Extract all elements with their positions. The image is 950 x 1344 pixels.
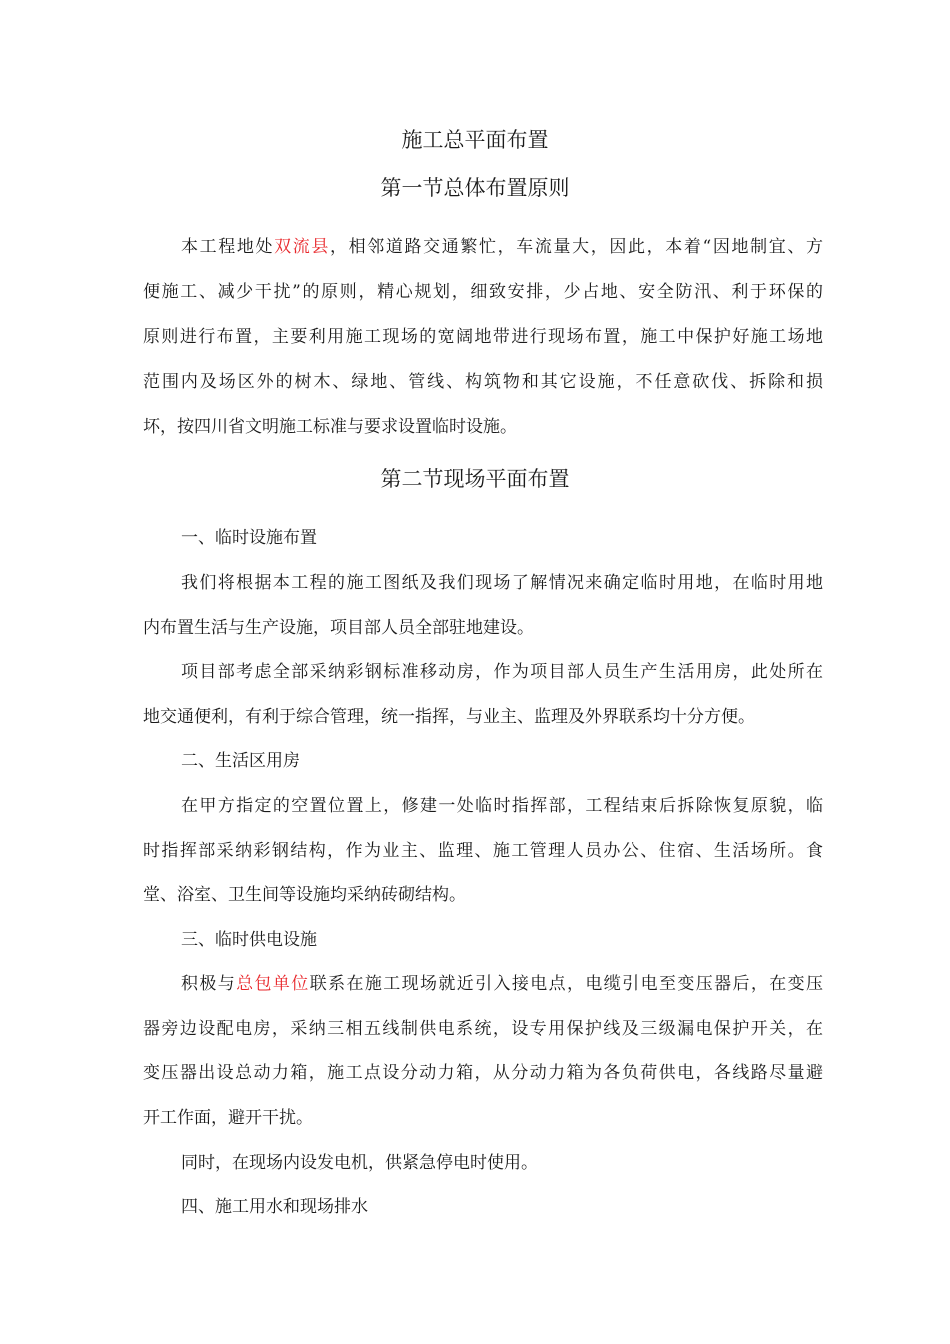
paragraph-1-line-1 [181,235,823,259]
paragraph-2-line-2: 内布置生活与生产设施，项目部人员全部驻地建设。 [143,618,534,638]
text-run: 联系在施工现场就近引入接电点，电缆引电至变压器后，在变压 [309,974,824,994]
paragraph-2-line-1: 我们将根据本工程的施工图纸及我们现场了解情况来确定临时用地，在临时用地 [181,573,823,593]
subheading-4: 四、施工用水和现场排水 [181,1197,368,1217]
text-run: ，相邻道路交通繁忙，车流量大，因此，本着“因地制宜、方 [330,237,824,257]
paragraph-1-line-3: 原则进行布置，主要利用施工现场的宽阔地带进行现场布置，施工中保护好施工场地 [143,327,823,347]
subheading-1: 一、临时设施布置 [181,528,317,548]
paragraph-6: 同时，在现场内设发电机，供紧急停电时使用。 [181,1153,538,1173]
paragraph-4-line-2: 时指挥部采纳彩钢结构，作为业主、监理、施工管理人员办公、住宿、生活场所。食 [143,841,823,861]
highlighted-location: 双流县 [274,237,331,257]
paragraph-4-line-3: 堂、浴室、卫生间等设施均采纳砖砌结构。 [143,885,466,905]
paragraph-1-line-2: 便施工、减少干扰”的原则，精心规划，细致安排，少占地、安全防汛、利于环保的 [143,282,823,302]
section-2-title: 第二节现场平面布置 [380,467,570,491]
paragraph-4-line-1: 在甲方指定的空置位置上，修建一处临时指挥部，工程结束后拆除恢复原貌，临 [181,796,823,816]
text-run: 本工程地处 [181,237,275,257]
paragraph-3-line-2: 地交通便利，有利于综合管理，统一指挥，与业主、监理及外界联系均十分方便。 [143,707,755,727]
paragraph-5-line-2: 器旁边设配电房，采纳三相五线制供电系统，设专用保护线及三级漏电保护开关，在 [143,1019,823,1039]
subheading-2: 二、生活区用房 [181,751,300,771]
highlighted-contractor: 总包单位 [236,974,310,994]
paragraph-5-line-1 [181,972,823,996]
subheading-3: 三、临时供电设施 [181,930,317,950]
paragraph-1-line-4: 范围内及场区外的树木、绿地、管线、构筑物和其它设施，不任意砍伐、拆除和损 [143,372,823,392]
document-title: 施工总平面布置 [401,128,549,152]
paragraph-5-line-4: 开工作面，避开干扰。 [143,1108,313,1128]
paragraph-1-line-5: 坏，按四川省文明施工标准与要求设置临时设施。 [143,417,517,437]
paragraph-3-line-1: 项目部考虑全部采纳彩钢标准移动房，作为项目部人员生产生活用房，此处所在 [181,662,823,682]
section-1-title: 第一节总体布置原则 [380,176,570,200]
text-run: 积极与 [181,974,237,994]
paragraph-5-line-3: 变压器出设总动力箱，施工点设分动力箱，从分动力箱为各负荷供电，各线路尽量避 [143,1063,823,1083]
